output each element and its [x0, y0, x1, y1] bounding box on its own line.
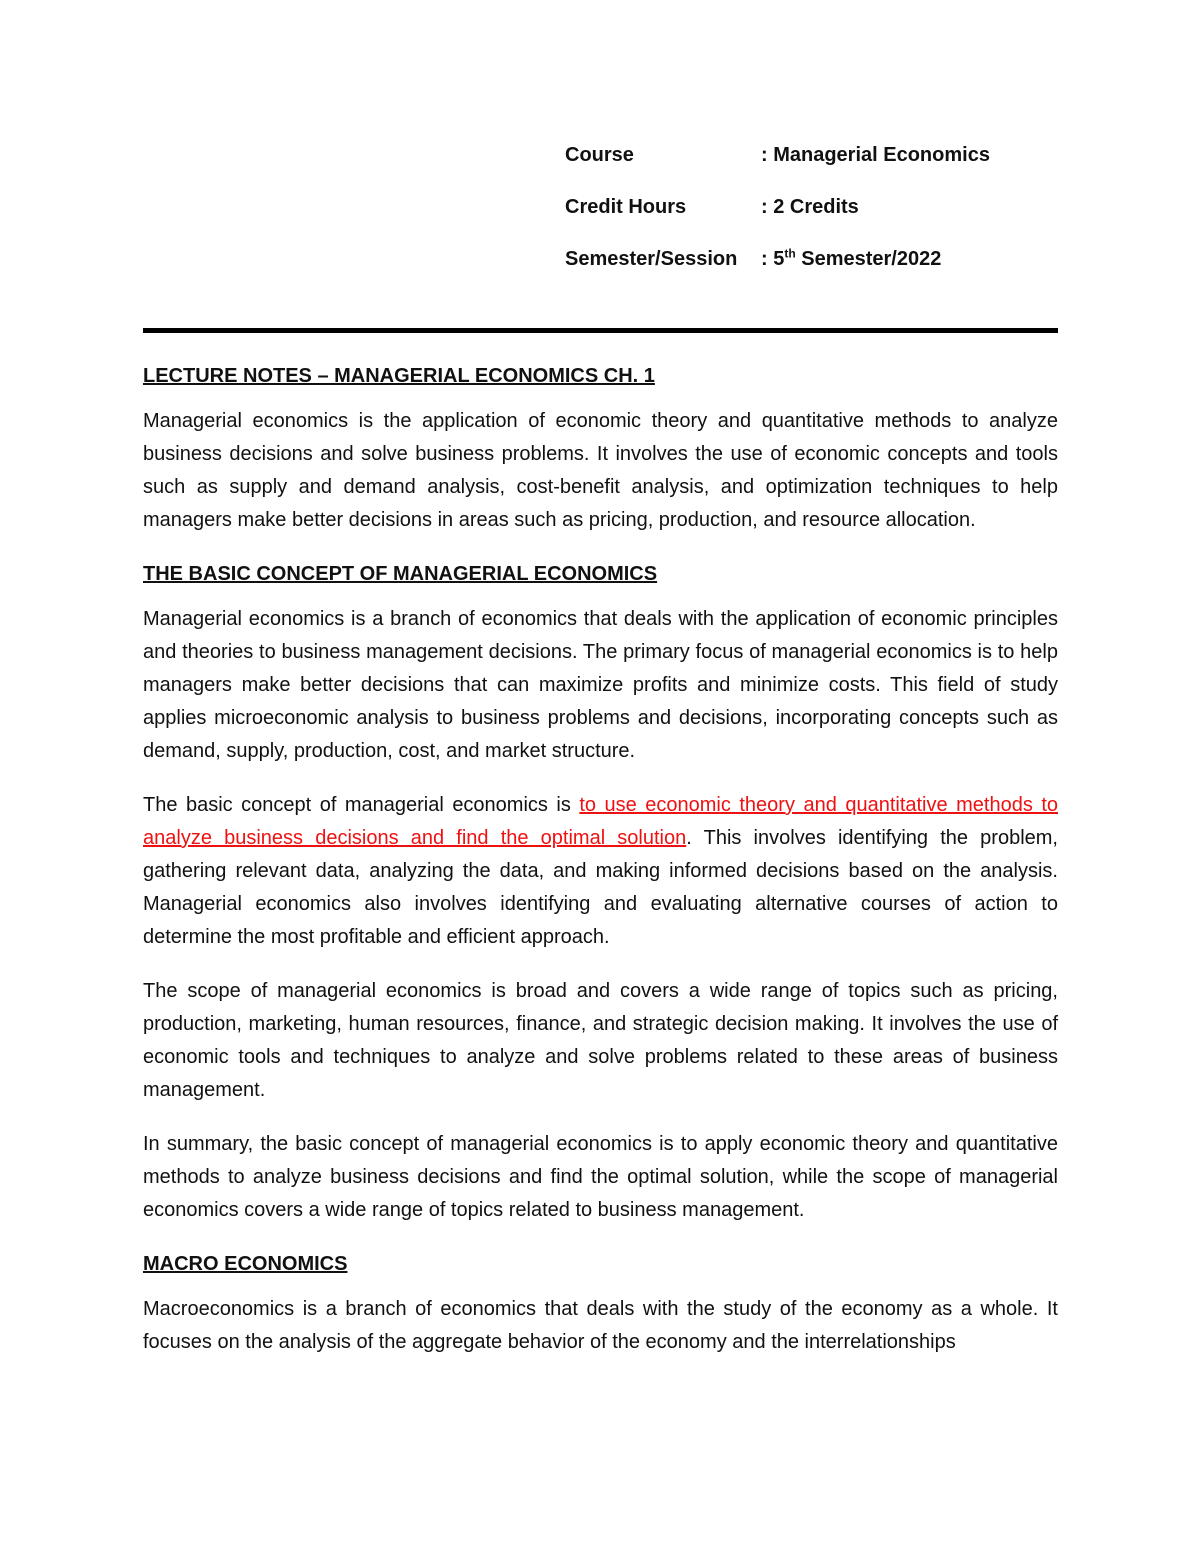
semester-value-prefix: : 5 — [761, 248, 785, 270]
basic-concept-p2-after: . This involves identifying the problem, gathering relevant data, analyzing the data, and making informed decisions based on the analysis. Managerial economics also involves identifying and evaluating alternative courses of action to determine the most profitable and efficient approach. — [143, 827, 1058, 948]
semester-ordinal-suffix: th — [784, 246, 796, 261]
course-value: : Managerial Economics — [761, 144, 990, 166]
semester-value — [761, 244, 1085, 296]
credit-hours-label: Credit Hours — [565, 196, 687, 218]
credit-hours-row — [565, 192, 1085, 244]
course-label: Course — [565, 144, 634, 166]
basic-concept-paragraph-2 — [143, 789, 1058, 954]
lecture-title: LECTURE NOTES – MANAGERIAL ECONOMICS CH. 1 — [143, 365, 655, 387]
document-body — [143, 360, 1058, 1380]
credit-hours-value: : 2 Credits — [761, 196, 859, 218]
scope-paragraph: The scope of managerial economics is broad and covers a wide range of topics such as pricing, production, marketing, human resources, finance, and strategic decision making. It involves the use of economic tools and techniques to analyze and solve problems related to these areas of business management. — [143, 980, 1058, 1101]
highlighted-definition: to use economic theory and quantitative methods to analyze business decisions and find the optimal solution — [143, 794, 1059, 849]
basic-concept-p2-before: The basic concept of managerial economics is — [143, 794, 580, 816]
macro-economics-heading: MACRO ECONOMICS — [143, 1253, 348, 1275]
basic-concept-paragraph-1: Managerial economics is a branch of economics that deals with the application of economic principles and theories to business management decisions. The primary focus of managerial economics is to help managers make better decisions that can maximize profits and minimize costs. This field of study applies microeconomic analysis to business problems and decisions, incorporating concepts such as demand, supply, production, cost, and market structure. — [143, 608, 1058, 762]
basic-concept-heading: THE BASIC CONCEPT OF MANAGERIAL ECONOMICS — [143, 563, 658, 585]
header-divider — [143, 328, 1058, 333]
summary-paragraph: In summary, the basic concept of managerial economics is to apply economic theory and quantitative methods to analyze business decisions and find the optimal solution, while the scope of managerial economics covers a wide range of topics related to business management. — [143, 1133, 1058, 1221]
course-row — [565, 140, 1085, 192]
semester-label: Semester/Session — [565, 248, 738, 270]
course-info-block — [565, 140, 1085, 296]
macro-economics-paragraph: Macroeconomics is a branch of economics that deals with the study of the economy as a whole. It focuses on the analysis of the aggregate behavior of the economy and the interrelationships — [143, 1298, 1058, 1353]
intro-paragraph: Managerial economics is the application of economic theory and quantitative methods to analyze business decisions and solve business problems. It involves the use of economic concepts and tools such as supply and demand analysis, cost-benefit analysis, and optimization techniques to help managers make better decisions in areas such as pricing, production, and resource allocation. — [143, 410, 1058, 531]
semester-value-suffix: Semester/2022 — [795, 248, 942, 270]
semester-row — [565, 244, 1085, 296]
